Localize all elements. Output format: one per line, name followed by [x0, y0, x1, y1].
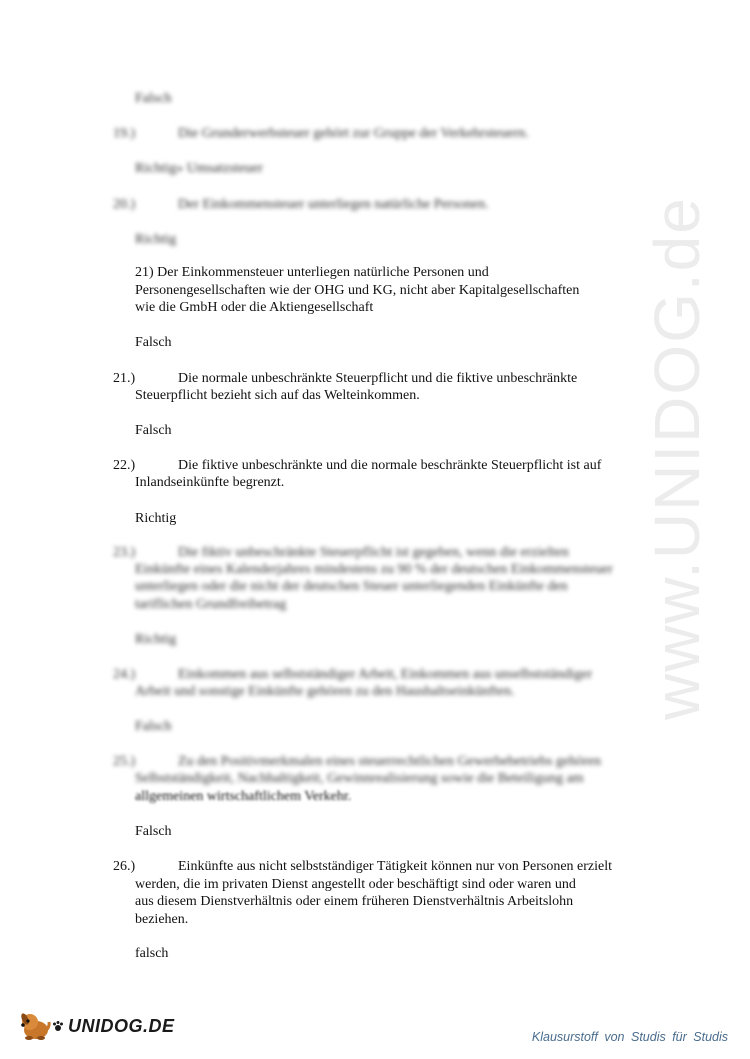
question-22-line-1: Die fiktive unbeschränkte und die normale beschränkte Steuerpflicht ist auf [178, 458, 602, 473]
question-21-line-2: Steuerpflicht bezieht sich auf das Welteinkommen. [135, 388, 420, 403]
question-25-line-3: allgemeinen wirtschaftlichem Verkehr. [135, 789, 352, 804]
question-19-number: 19.) [113, 126, 136, 141]
question-26-line-2: werden, die im privaten Dienst angestellt oder beschäftigt sind oder waren und [135, 877, 576, 892]
question-24-answer: Falsch [135, 719, 172, 734]
question-26-answer: falsch [135, 946, 169, 961]
footer-tagline: Klausurstoff von Studis für Studis [531, 1030, 728, 1044]
question-23-line-2: Einkünfte eines Kalenderjahres mindestens zu 90 % der deutschen Einkommensteuer [135, 562, 613, 577]
question-23-number: 23.) [113, 545, 136, 560]
question-21-number: 21.) [113, 371, 136, 386]
dog-mascot-icon [18, 1010, 52, 1042]
question-22-answer: Richtig [135, 511, 177, 526]
question-26-line-4: beziehen. [135, 912, 189, 927]
question-25-line-1: Zu den Positivmerkmalen eines steuerrechtlichen Gewerbebetriebs gehören [178, 754, 601, 769]
question-26-number: 26.) [113, 859, 136, 874]
question-25-number: 25.) [113, 754, 136, 769]
footer-logo[interactable] [18, 1010, 175, 1042]
question-22-line-2: Inlandseinkünfte begrenzt. [135, 475, 285, 490]
question-26-line-1: Einkünfte aus nicht selbstständiger Tätigkeit können nur von Personen erzielt [178, 859, 613, 874]
question-21a-answer: Falsch [135, 335, 172, 350]
question-21-answer: Falsch [135, 423, 172, 438]
question-23-line-1: Die fiktiv unbeschränkte Steuerpflicht ist gegeben, wenn die erzielten [178, 545, 569, 560]
question-20-number: 20.) [113, 197, 136, 212]
question-19-answer: Richtig» Umsatzsteuer [135, 161, 263, 176]
question-26-line-3: aus diesem Dienstverhältnis oder einem früheren Dienstverhältnis Arbeitslohn [135, 894, 574, 909]
logo-text: UNIDOG.DE [68, 1015, 175, 1036]
question-21-line-1: Die normale unbeschränkte Steuerpflicht und die fiktive unbeschränkte [178, 371, 578, 386]
paw-icon [52, 1020, 64, 1032]
question-25-line-2: Selbstständigkeit, Nachhaltigkeit, Gewinnrealisierung sowie die Beteiligung am [135, 771, 584, 786]
question-22-number: 22.) [113, 458, 136, 473]
question-24-line-2: Arbeit und sonstige Einkünfte gehören zu den Haushaltseinkünften. [135, 684, 515, 699]
question-23-line-4: tariflichen Grundfreibetrag [135, 597, 287, 612]
watermark-text: www.UNIDOG.de [641, 196, 713, 720]
question-24-number: 24.) [113, 667, 136, 682]
question-19-text: Die Grunderwerbsteuer gehört zur Gruppe der Verkehrsteuern. [178, 126, 529, 141]
answer-falsch-top: Falsch [135, 91, 172, 106]
question-23-answer: Richtig [135, 632, 177, 647]
question-25-answer: Falsch [135, 824, 172, 839]
question-20-text: Der Einkommensteuer unterliegen natürliche Personen. [178, 197, 489, 212]
question-23-line-3: unterliegen oder die nicht der deutschen Steuer unterliegenden Einkünfte den [135, 579, 568, 594]
question-24-line-1: Einkommen aus selbstständiger Arbeit, Einkommen aus unselbstständiger [178, 667, 593, 682]
question-20-answer: Richtig [135, 232, 177, 247]
question-21a-text: 21) Der Einkommensteuer unterliegen natürliche Personen und Personengesellschaften wie der OHG und KG, nicht aber Kapitalgesellschaften wie die GmbH oder die Aktiengesellschaft [135, 265, 580, 315]
